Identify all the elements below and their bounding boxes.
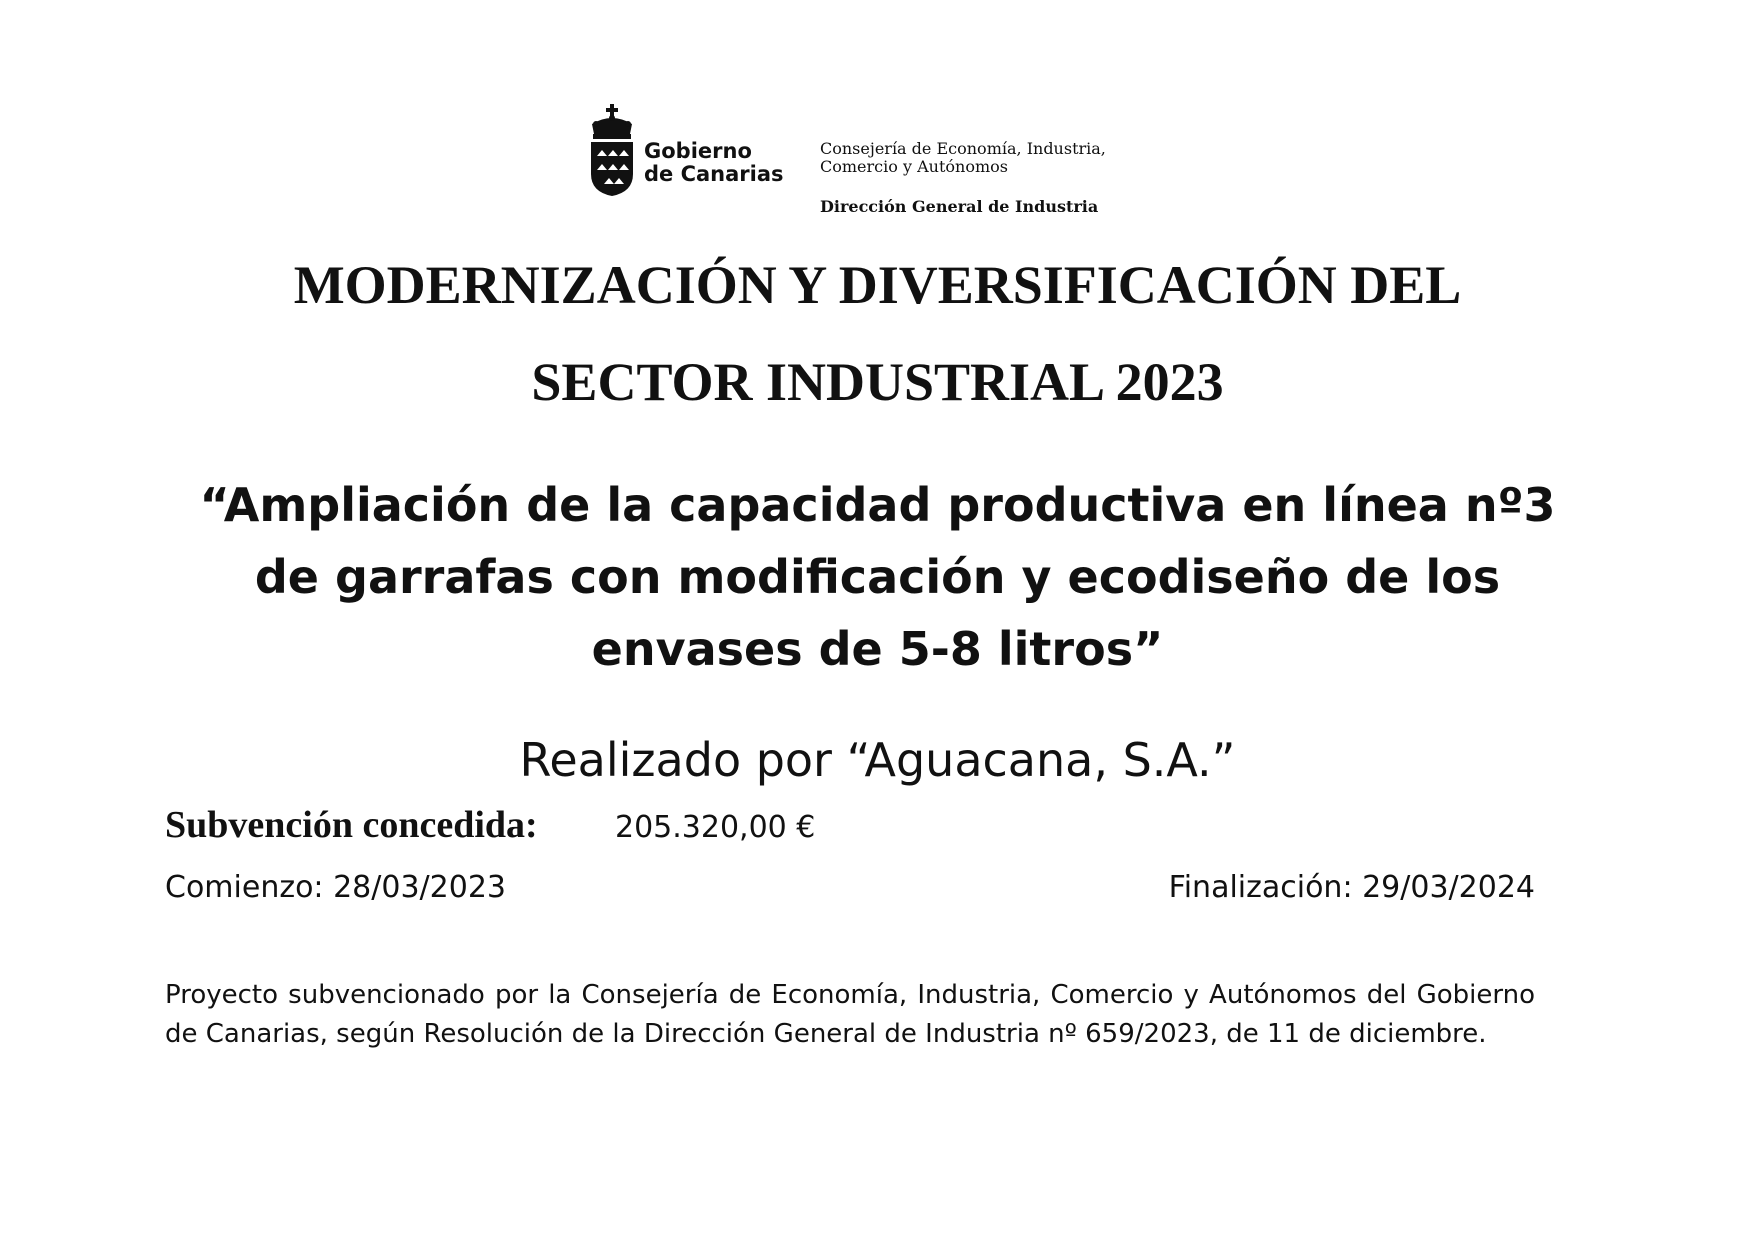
- grant-amount: 205.320,00 €: [615, 810, 816, 845]
- department-name: [820, 140, 1106, 176]
- main-title-line2: SECTOR INDUSTRIAL 2023: [531, 352, 1224, 412]
- government-name-line2: de Canarias: [644, 162, 784, 186]
- government-name: [644, 140, 784, 186]
- project-title-line1: “Ampliación de la capacidad productiva en línea nº3: [199, 478, 1556, 532]
- main-title-line1: MODERNIZACIÓN Y DIVERSIFICACIÓN DEL: [293, 255, 1462, 315]
- grant-label: Subvención concedida:: [165, 804, 538, 846]
- department-name-line1: Consejería de Economía, Industria,: [820, 139, 1106, 158]
- canary-islands-crest-icon: [588, 104, 636, 196]
- end-date: Finalización: 29/03/2024: [1168, 870, 1535, 905]
- government-name-line1: Gobierno: [644, 139, 752, 163]
- project-title-line3: envases de 5-8 litros”: [591, 622, 1164, 676]
- department-name-line2: Comercio y Autónomos: [820, 157, 1008, 176]
- directorate-name: Dirección General de Industria: [820, 197, 1099, 216]
- performed-by: Realizado por “Aguacana, S.A.”: [519, 733, 1236, 787]
- project-title-line2: de garrafas con modificación y ecodiseño de los: [254, 550, 1501, 604]
- project-title: [150, 469, 1605, 685]
- funding-notice: Proyecto subvencionado por la Consejería de Economía, Industria, Comercio y Autónomos del Gobierno de Canarias, según Resolución de la Dirección General de Industria nº 659/2023, de 11 de diciembre.: [165, 980, 1535, 1049]
- start-date: Comienzo: 28/03/2023: [165, 870, 506, 905]
